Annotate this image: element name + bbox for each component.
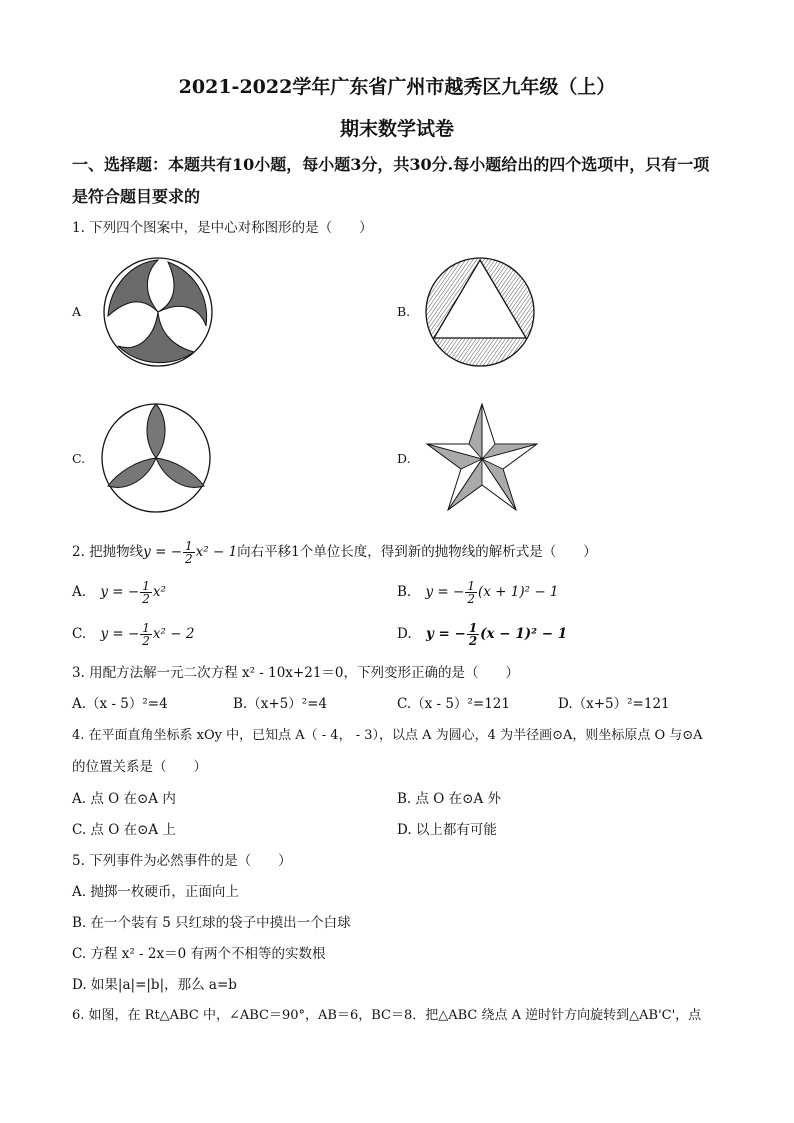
q1-label-b: B. [397, 304, 411, 319]
q5-option-a: A. 抛掷一枚硬币，正面向上 [72, 884, 239, 900]
question-5: 5. 下列事件为必然事件的是（ ） [72, 853, 292, 869]
q2-option-d: D. y = − $\frac{1}{2}$ (x − 1)² − 1 [397, 621, 568, 648]
question-2 [72, 540, 597, 565]
q1-label-c: C. [72, 451, 86, 466]
q3-option-d: D.（x+5）²=121 [558, 696, 670, 712]
q2-parabola-formula: y = − $\frac{1}{2}$ x² − 1 [143, 539, 238, 566]
q1-label-a: A [72, 304, 82, 319]
exam-title: 2021-2022学年广东省广州市越秀区九年级（上） [178, 76, 616, 98]
question-4-line1: 4. 在平面直角坐标系 xOy 中，已知点 A（ - 4， - 3），以点 A 为圆心，4 为半径画⊙A，则坐标原点 O 与⊙A [72, 728, 703, 743]
question-1: 1. 下列四个图案中，是中心对称图形的是（ ） [72, 220, 373, 236]
q1-figure-d-star [424, 402, 540, 514]
q2-text-pre: 2. 把抛物线 [72, 544, 144, 560]
q3-option-b: B.（x+5）²=4 [233, 696, 328, 712]
q2-option-a: A. y = − $\frac{1}{2}$ x² [72, 579, 166, 606]
q2-option-c: C. y = − $\frac{1}{2}$ x² − 2 [72, 621, 195, 648]
q1-figure-c-three-petals [100, 402, 212, 514]
question-3: 3. 用配方法解一元二次方程 x² - 10x+21＝0，下列变形正确的是（ ） [72, 665, 520, 681]
q4-option-a: A. 点 O 在⊙A 内 [72, 791, 176, 807]
section-heading-line2: 是符合题目要求的 [72, 187, 201, 206]
q2-option-b: B. y = − $\frac{1}{2}$ (x + 1)² − 1 [397, 579, 559, 606]
question-4-line2: 的位置关系是（ ） [72, 759, 207, 775]
q2-text-post: 向右平移1个单位长度，得到新的抛物线的解析式是（ ） [237, 544, 597, 560]
section-heading-line1: 一、选择题：本题共有10小题，每小题3分，共30分.每小题给出的四个选项中，只有一项 [72, 155, 710, 174]
q5-option-c: C. 方程 x² - 2x＝0 有两个不相等的实数根 [72, 946, 326, 962]
exam-subtitle: 期末数学试卷 [339, 118, 454, 140]
q1-figure-a-swirl [102, 256, 214, 368]
q3-option-a: A.（x - 5）²=4 [72, 696, 168, 712]
q3-option-c: C.（x - 5）²=121 [397, 696, 510, 712]
q4-option-b: B. 点 O 在⊙A 外 [397, 791, 502, 807]
q4-option-c: C. 点 O 在⊙A 上 [72, 822, 176, 838]
q5-option-d: D. 如果|a|=|b|，那么 a=b [72, 977, 237, 993]
question-6: 6. 如图，在 Rt△ABC 中，∠ABC＝90°，AB＝6，BC＝8．把△ABC 绕点 A 逆时针方向旋转到△AB'C'，点 [72, 1008, 702, 1023]
q5-option-b: B. 在一个装有 5 只红球的袋子中摸出一个白球 [72, 915, 351, 931]
q1-figure-b-triangle-in-circle [424, 256, 536, 368]
q1-label-d: D. [397, 451, 411, 466]
q4-option-d: D. 以上都有可能 [397, 822, 497, 838]
